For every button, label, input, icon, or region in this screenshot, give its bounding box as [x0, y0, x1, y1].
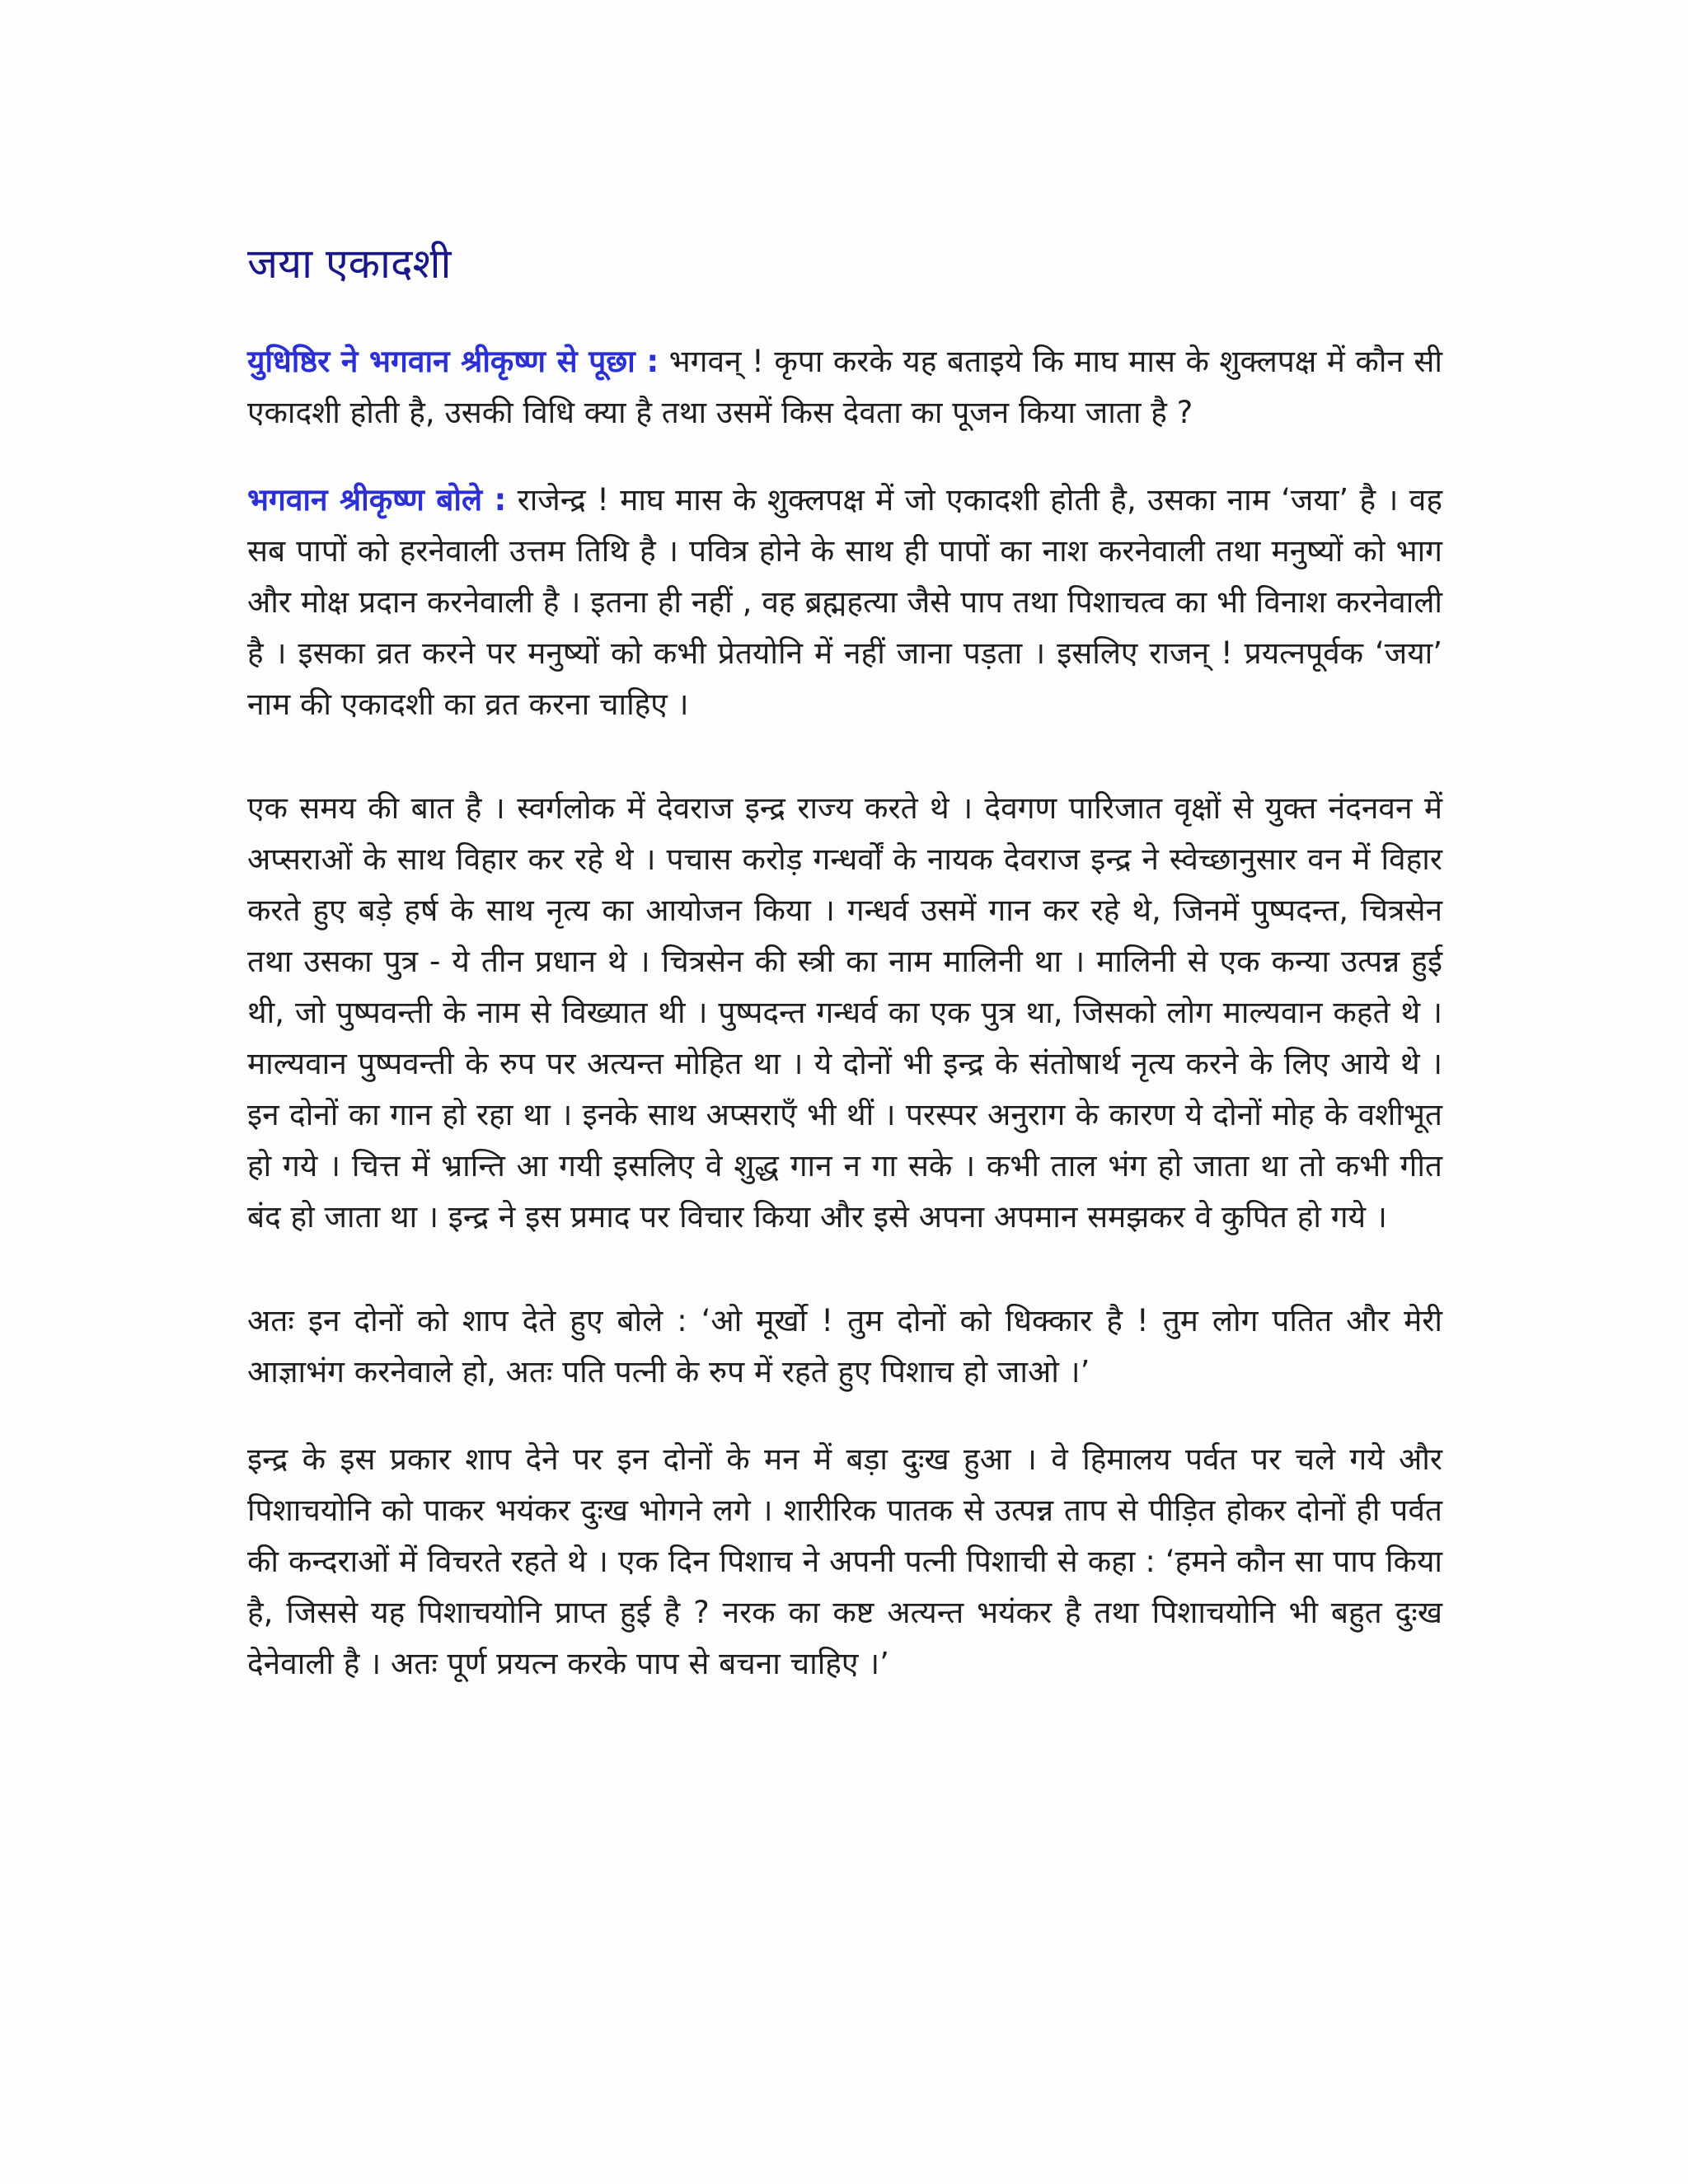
speaker-label: भगवान श्रीकृष्ण बोले :	[247, 482, 507, 518]
paragraph-text: राजेन्द्र ! माघ मास के शुक्लपक्ष में जो एकादशी होती है, उसका नाम ‘जया’ है । वह सब पापों को हरनेवाली उत्तम तिथि है । पवित्र होने के साथ ही पापों का नाश करनेवाली तथा मनुष्यों को भाग और मोक्ष प्रदान करनेवाली है । इतना ही नहीं , वह ब्रह्महत्या जैसे पाप तथा पिशाचत्व का भी विनाश करनेवाली है । इसका व्रत करने पर मनुष्यों को कभी प्रेतयोनि में नहीं जाना पड़ता । इसलिए राजन् ! प्रयत्नपूर्वक ‘जया’ नाम की एकादशी का व्रत करना चाहिए ।	[247, 482, 1442, 722]
document-page	[247, 239, 1442, 1726]
paragraph-yudhishthira-question	[247, 336, 1442, 438]
speaker-label: युधिष्ठिर ने भगवान श्रीकृष्ण से पूछा :	[247, 344, 659, 379]
paragraph-text: इन्द्र के इस प्रकार शाप देने पर इन दोनों के मन में बड़ा दुःख हुआ । वे हिमालय पर्वत पर चले गये और पिशाचयोनि को पाकर भयंकर दुःख भोगने लगे । शारीरिक पातक से उत्पन्न ताप से पीड़ित होकर दोनों ही पर्वत की कन्दराओं में विचरते रहते थे । एक दिन पिशाच ने अपनी पत्नी पिशाची से कहा : ‘हमने कौन सा पाप किया है, जिससे यह पिशाचयोनि प्राप्त हुई है ? नरक का कष्ट अत्यन्त भयंकर है तथा पिशाचयोनि भी बहुत दुःख देनेवाली है । अतः पूर्ण प्रयत्न करके पाप से बचना चाहिए ।’	[247, 1441, 1442, 1681]
paragraph-text: भगवन् ! कृपा करके यह बताइये कि माघ मास के शुक्लपक्ष में कौन सी एकादशी होती है, उसकी विधि क्या है तथा उसमें किस देवता का पूजन किया जाता है ?	[247, 344, 1443, 430]
paragraph-krishna-answer	[247, 475, 1442, 730]
page-title: जया एकादशी	[247, 240, 452, 288]
paragraph-pishacha	[247, 1434, 1442, 1690]
paragraph-text: अतः इन दोनों को शाप देते हुए बोले : ‘ओ मूर्खो ! तुम दोनों को धिक्कार है ! तुम लोग पतित और मेरी आज्ञाभंग करनेवाले हो, अतः पति पत्नी के रुप में रहते हुए पिशाच हो जाओ ।’	[247, 1303, 1442, 1390]
paragraph-text: एक समय की बात है । स्वर्गलोक में देवराज इन्द्र राज्य करते थे । देवगण पारिजात वृक्षों से युक्त नंदनवन में अप्सराओं के साथ विहार कर रहे थे । पचास करोड़ गन्धर्वों के नायक देवराज इन्द्र ने स्वेच्छानुसार वन में विहार करते हुए बड़े हर्ष के साथ नृत्य का आयोजन किया । गन्धर्व उसमें गान कर रहे थे, जिनमें पुष्पदन्त, चित्रसेन तथा उसका पुत्र - ये तीन प्रधान थे । चित्रसेन की स्त्री का नाम मालिनी था । मालिनी से एक कन्या उत्पन्न हुई थी, जो पुष्पवन्ती के नाम से विख्यात थी । पुष्पदन्त गन्धर्व का एक पुत्र था, जिसको लोग माल्यवान कहते थे । माल्यवान पुष्पवन्ती के रुप पर अत्यन्त मोहित था । ये दोनों भी इन्द्र के संतोषार्थ नृत्य करने के लिए आये थे । इन दोनों का गान हो रहा था । इनके साथ अप्सराएँ भी थीं । परस्पर अनुराग के कारण ये दोनों मोह के वशीभूत हो गये । चित्त में भ्रान्ति आ गयी इसलिए वे शुद्ध गान न गा सके । कभी ताल भंग हो जाता था तो कभी गीत बंद हो जाता था । इन्द्र ने इस प्रमाद पर विचार किया और इसे अपना अपमान समझकर वे कुपित हो गये ।	[247, 790, 1442, 1235]
paragraph-story-indra	[247, 783, 1442, 1243]
paragraph-curse	[247, 1296, 1442, 1398]
